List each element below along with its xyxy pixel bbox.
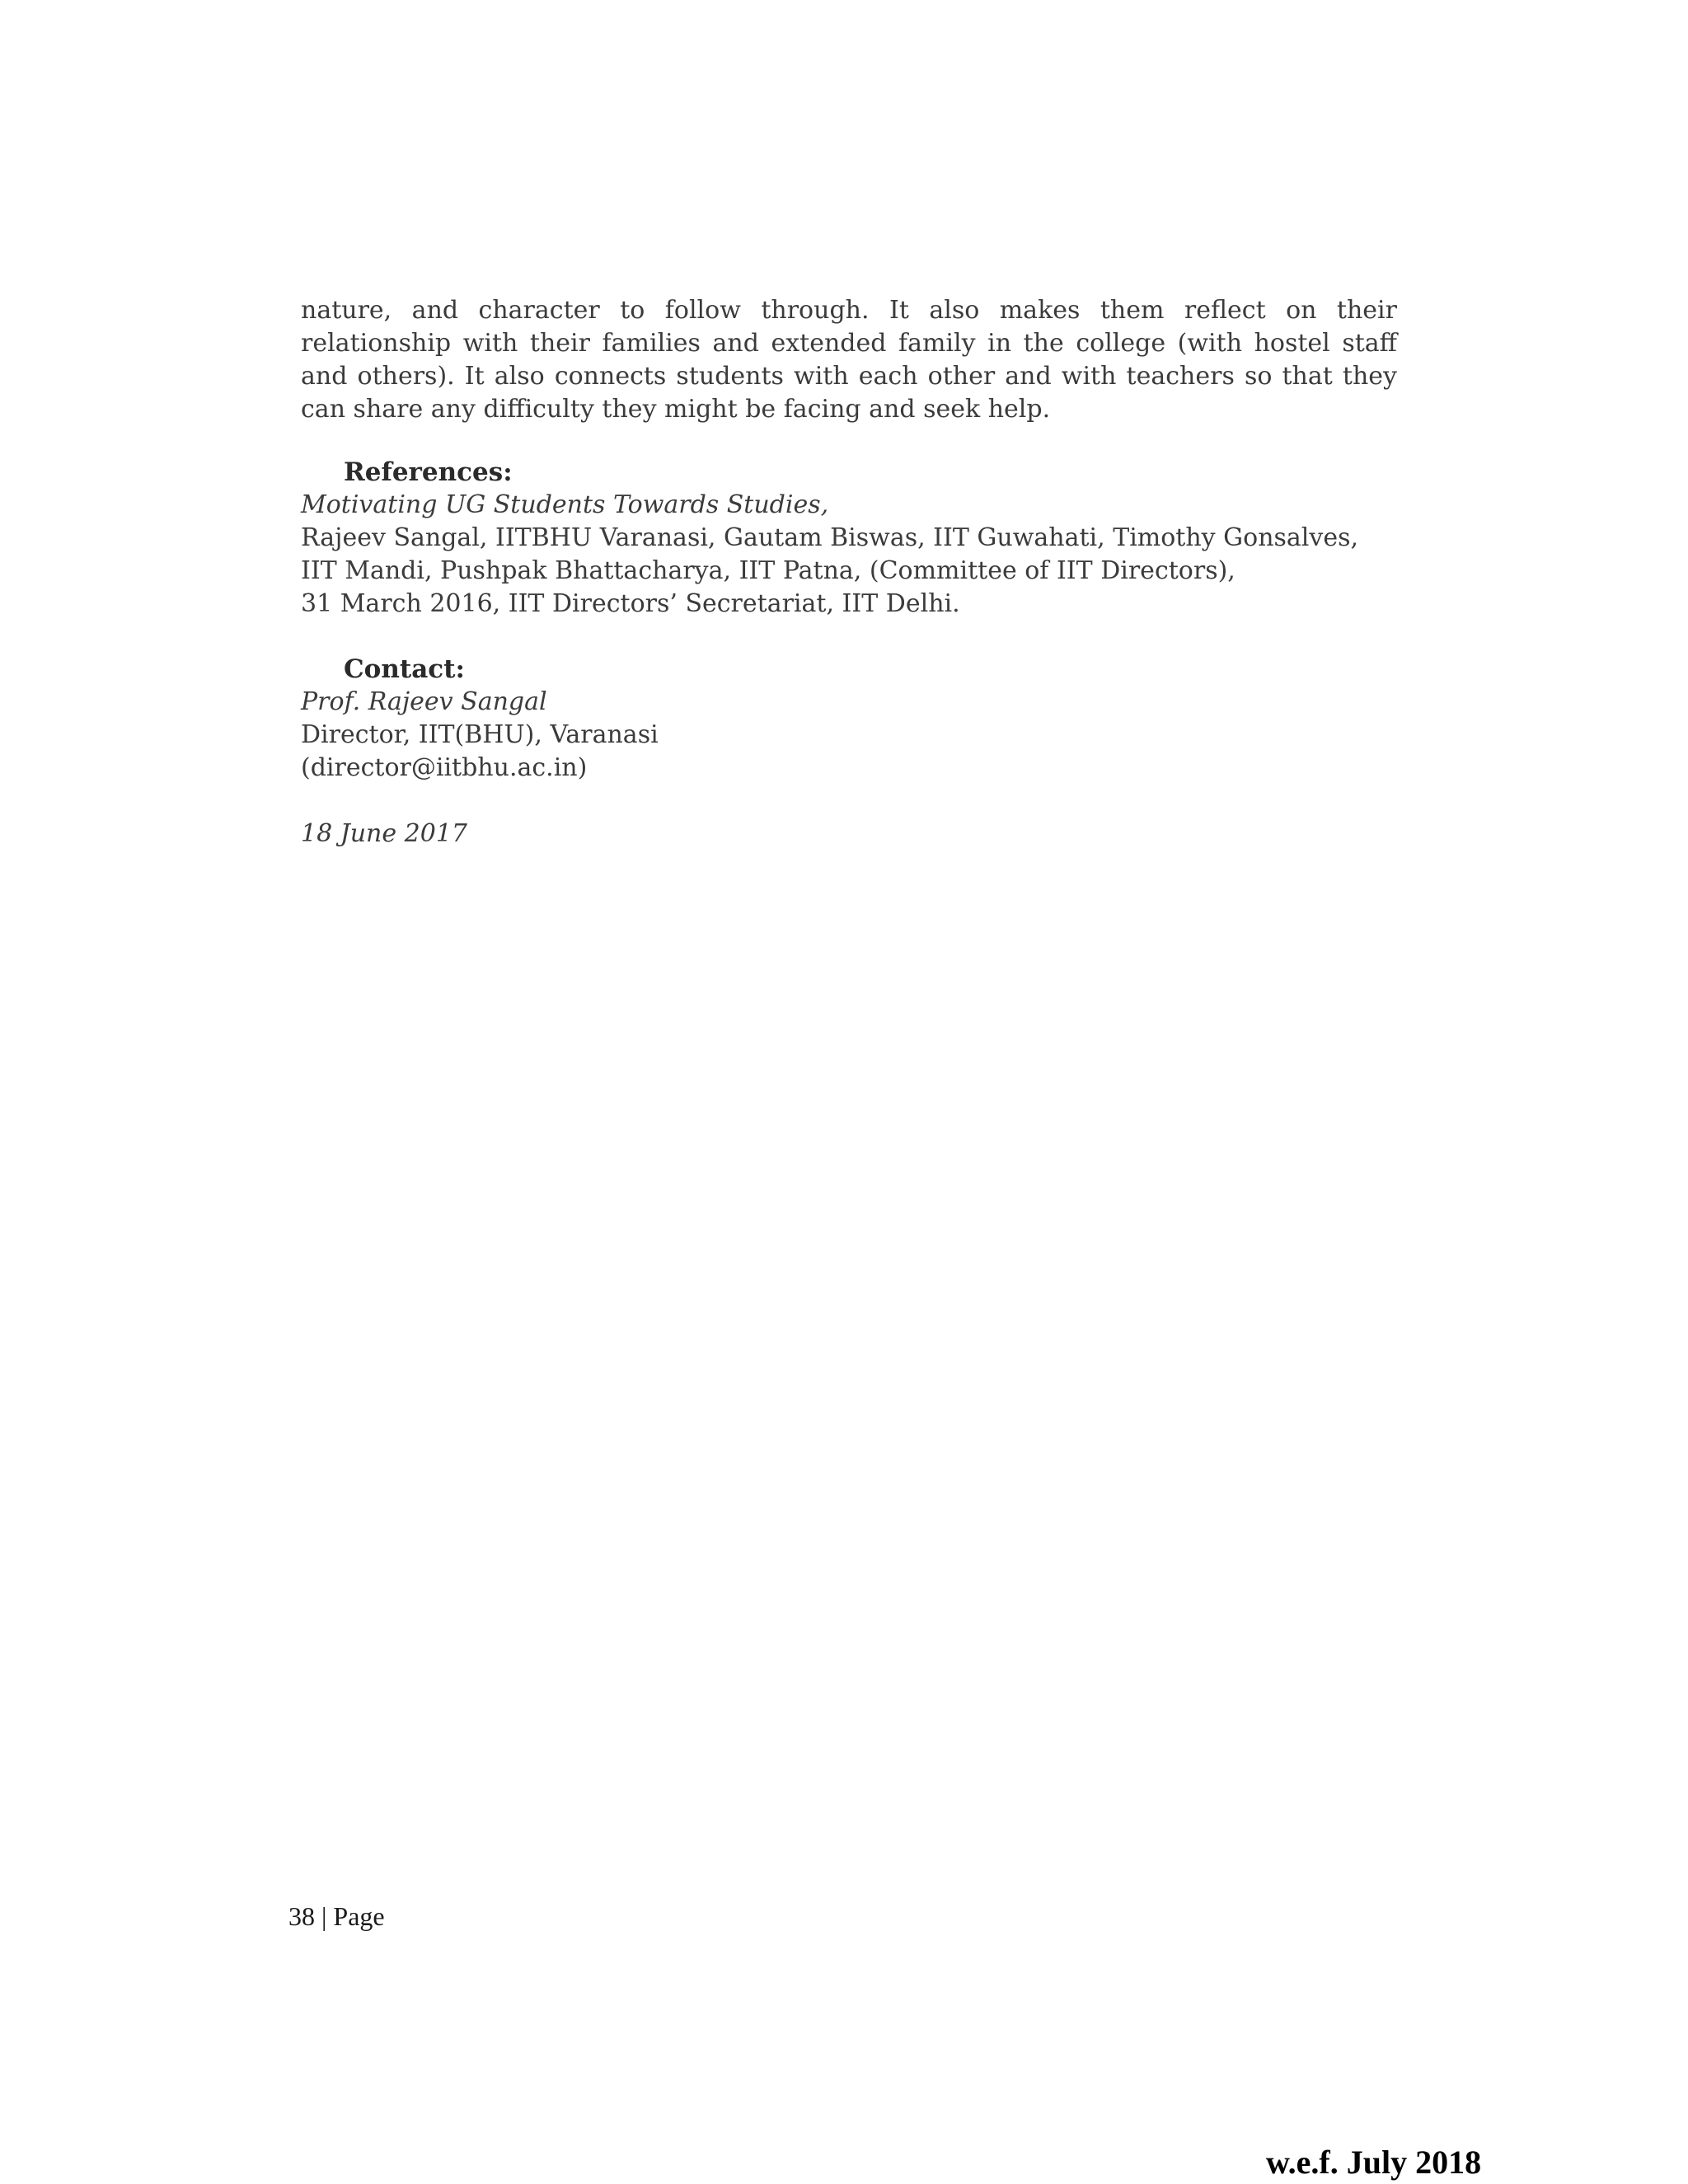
reference-authors-line-1: Rajeev Sangal, IITBHU Varanasi, Gautam Biswas, IIT Guwahati, Timothy Gonsalves, [301,523,1359,552]
reference-publication-line: 31 March 2016, IIT Directors’ Secretariat, IIT Delhi. [301,589,960,618]
document-date: 18 June 2017 [301,819,468,848]
reference-title: Motivating UG Students Towards Studies, [301,490,829,519]
contact-email: (director@iitbhu.ac.in) [301,753,588,782]
references-heading: References: [344,457,513,487]
reference-authors-line-2: IIT Mandi, Pushpak Bhattacharya, IIT Patna, (Committee of IIT Directors), [301,556,1236,585]
contact-heading: Contact: [344,654,465,684]
contact-position: Director, IIT(BHU), Varanasi [301,720,659,749]
contact-name: Prof. Rajeev Sangal [301,687,547,716]
body-paragraph: nature, and character to follow through. It also makes them reflect on their relationship with their families and extended family in the college (with hostel staff and others). It also connects students with each other and with teachers so that they can share any difficulty they might be facing and seek help. [301,296,1397,424]
page-number: 38 | Page [288,1901,385,1931]
effective-date-footer: w.e.f. July 2018 [1266,2144,1482,2181]
